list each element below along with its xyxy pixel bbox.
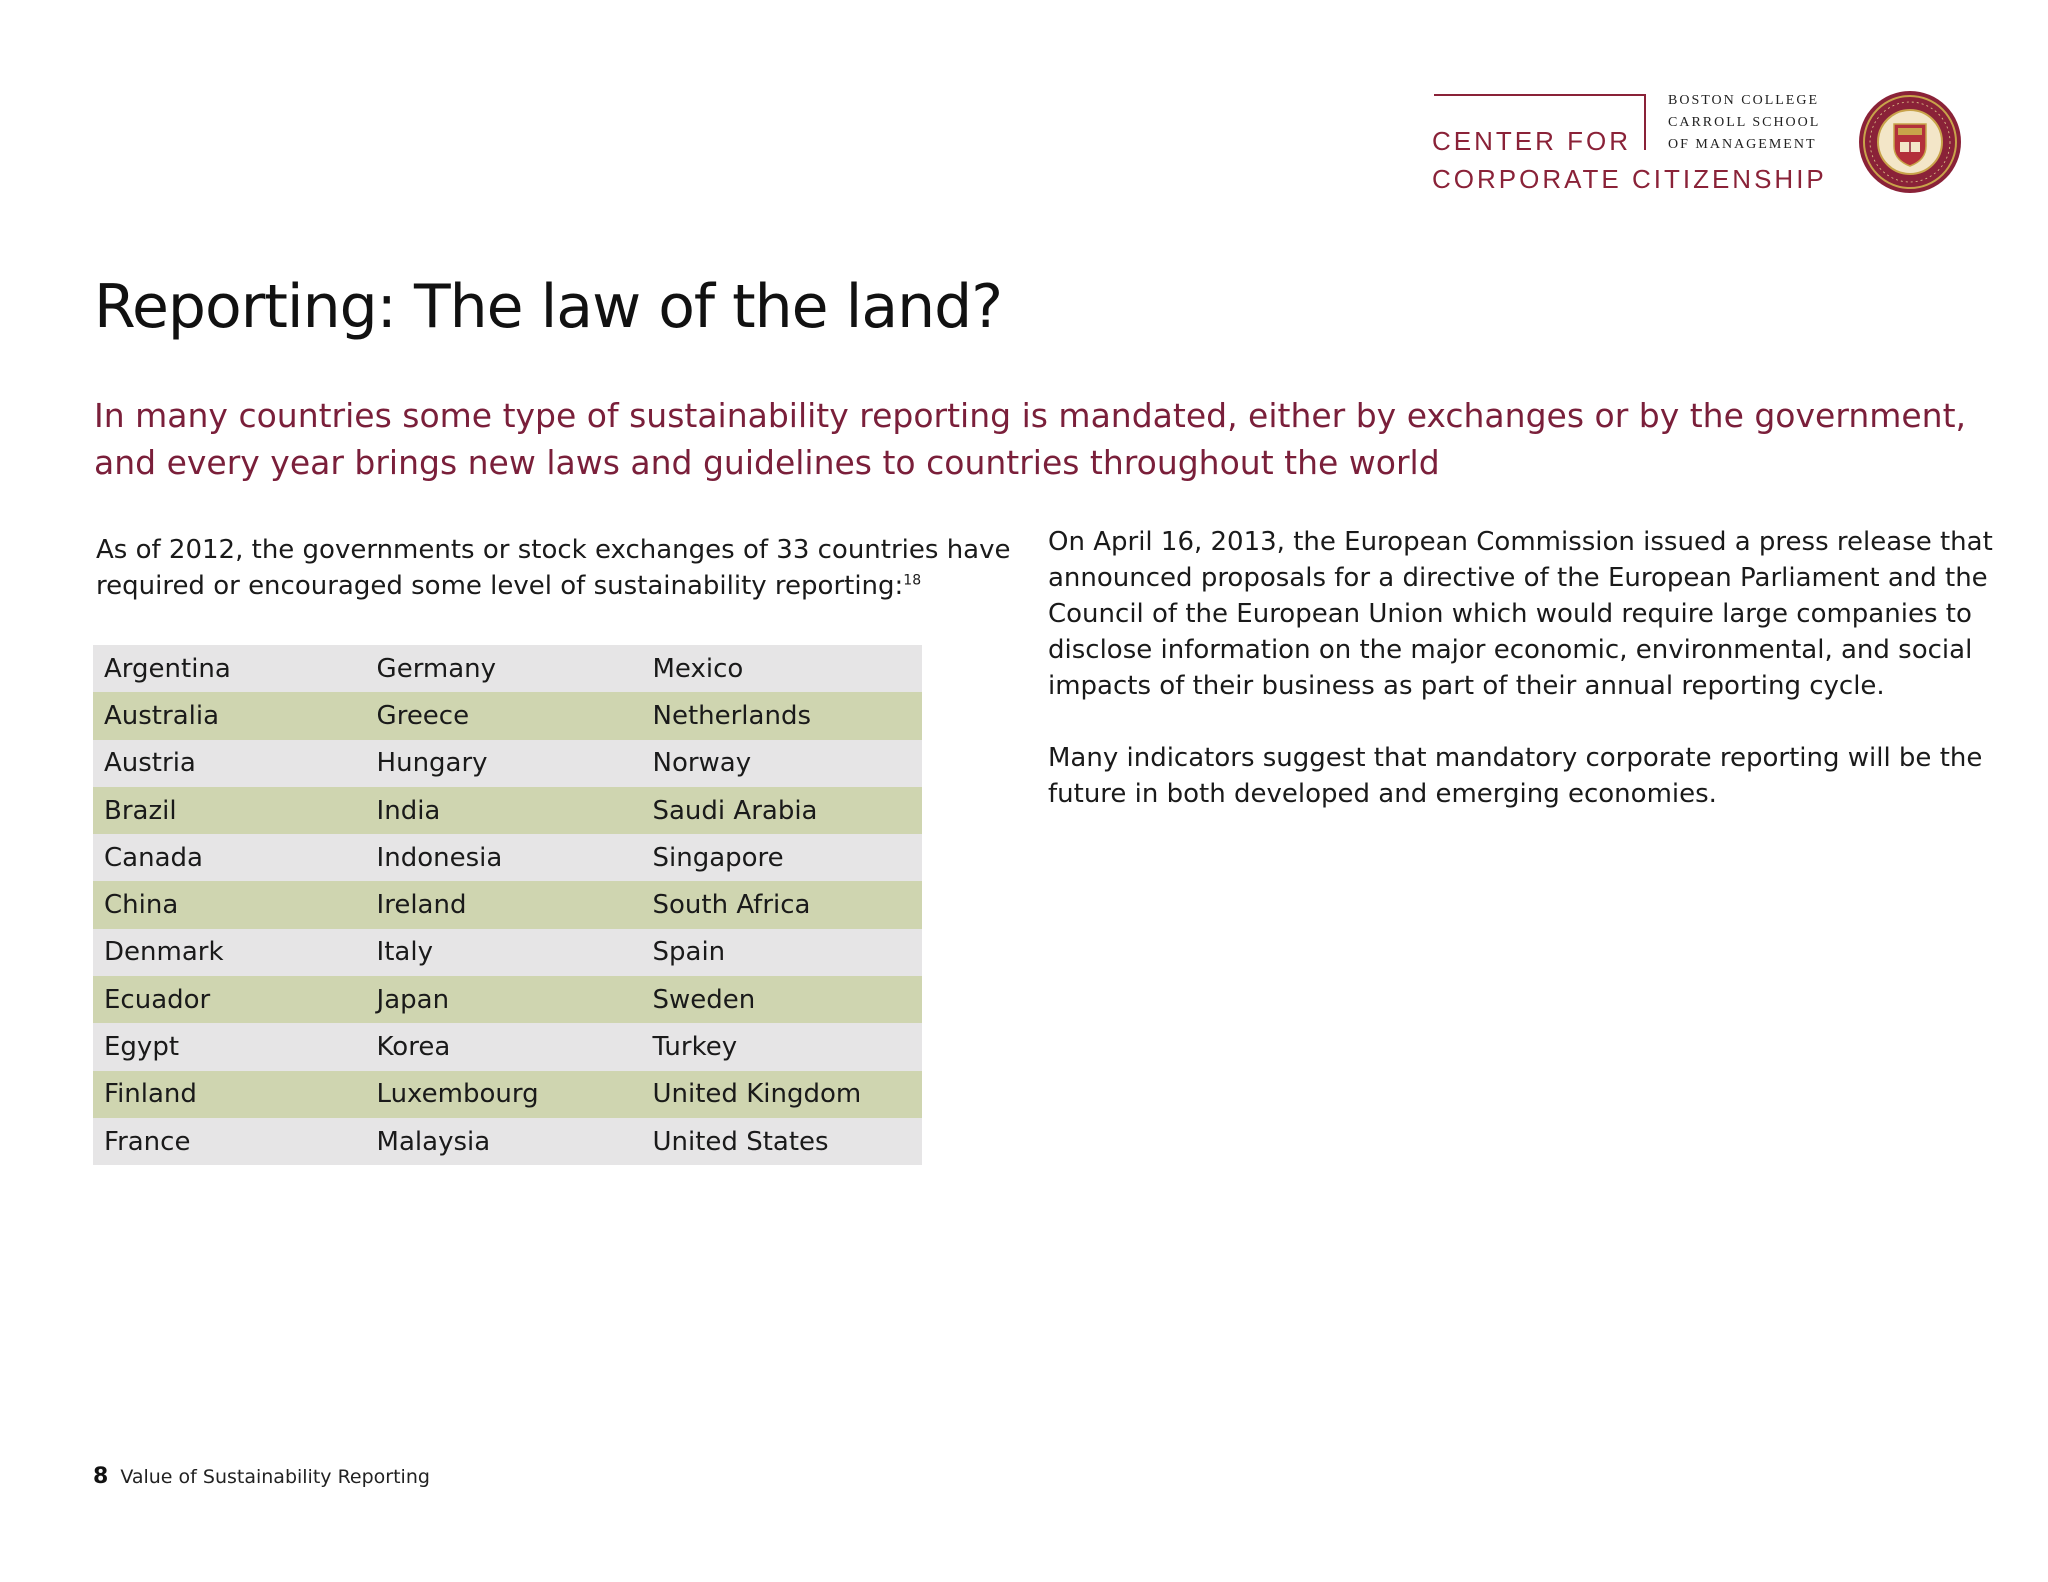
eu-directive-paragraph: [1048, 524, 1993, 704]
table-row: [93, 976, 922, 1023]
institution-line: OF MANAGEMENT: [1668, 137, 1817, 152]
country-cell: Netherlands: [652, 700, 811, 731]
intro-line: [96, 568, 956, 604]
country-cell: Argentina: [104, 653, 231, 684]
institution-line: BOSTON COLLEGE: [1668, 93, 1820, 108]
institution-name: [1668, 90, 1820, 156]
country-cell: Australia: [104, 700, 220, 731]
country-cell: Canada: [104, 842, 203, 873]
country-cell: Mexico: [652, 653, 744, 684]
intro-line: As of 2012, the governments or stock exchanges of 33 countries have: [96, 535, 1011, 565]
paragraph-line: Council of the European Union which would require large companies to: [1048, 599, 1972, 629]
country-cell: China: [104, 890, 179, 921]
page-footer: [93, 1464, 430, 1489]
subtitle-line: and every year brings new laws and guidelines to countries throughout the world: [94, 443, 1440, 482]
page-subtitle: [94, 392, 1967, 486]
table-row: [93, 834, 922, 881]
table-row: [93, 1071, 922, 1118]
paragraph-line: future in both developed and emerging economies.: [1048, 779, 1717, 809]
country-cell: Norway: [652, 748, 752, 779]
country-cell: France: [104, 1126, 191, 1157]
country-cell: Luxembourg: [376, 1079, 539, 1110]
table-row: [93, 787, 922, 834]
institution-line: CARROLL SCHOOL: [1668, 115, 1821, 130]
country-cell: Singapore: [652, 842, 784, 873]
paragraph-line: On April 16, 2013, the European Commission issued a press release that: [1048, 527, 1993, 557]
logo-divider: [1644, 94, 1646, 150]
intro-line-text: required or encouraged some level of sustainability reporting:: [96, 571, 904, 601]
country-cell: Denmark: [104, 937, 224, 968]
indicators-paragraph: [1048, 740, 1983, 812]
country-cell: Austria: [104, 748, 196, 779]
country-cell: Japan: [376, 984, 450, 1015]
logo-line-1: CENTER FOR: [1432, 126, 1631, 156]
country-cell: Italy: [376, 937, 433, 968]
country-cell: Brazil: [104, 795, 177, 826]
paragraph-line: disclose information on the major economic, environmental, and social: [1048, 635, 1973, 665]
logo-line-2: CORPORATE CITIZENSHIP: [1432, 164, 1827, 194]
paragraph-line: announced proposals for a directive of the European Parliament and the: [1048, 563, 1988, 593]
paragraph-line: Many indicators suggest that mandatory corporate reporting will be the: [1048, 743, 1983, 773]
page-number: 8: [93, 1464, 109, 1489]
page-title: Reporting: The law of the land?: [94, 272, 1003, 342]
country-cell: Spain: [652, 937, 726, 968]
country-cell: Saudi Arabia: [652, 795, 818, 826]
document-title: Value of Sustainability Reporting: [120, 1466, 430, 1488]
table-row: [93, 881, 922, 928]
country-cell: Ireland: [376, 890, 467, 921]
country-cell: South Africa: [652, 890, 811, 921]
table-row: [93, 1023, 922, 1070]
country-cell: United States: [652, 1126, 829, 1157]
country-cell: Sweden: [652, 984, 756, 1015]
country-cell: Hungary: [376, 748, 488, 779]
paragraph-line: impacts of their business as part of their annual reporting cycle.: [1048, 671, 1885, 701]
country-cell: Egypt: [104, 1032, 180, 1063]
country-cell: United Kingdom: [652, 1079, 862, 1110]
logo-rule: [1434, 94, 1644, 96]
table-row: [93, 740, 922, 787]
footnote-marker: 18: [903, 572, 922, 589]
country-cell: Malaysia: [376, 1126, 491, 1157]
country-cell: Korea: [376, 1032, 451, 1063]
subtitle-line: In many countries some type of sustainability reporting is mandated, either by exchanges or by the government,: [94, 396, 1967, 435]
table-row: [93, 929, 922, 976]
right-column: [1048, 524, 1993, 848]
country-cell: India: [376, 795, 441, 826]
table-row: [93, 692, 922, 739]
country-cell: Turkey: [652, 1032, 738, 1063]
country-cell: Greece: [376, 700, 470, 731]
country-cell: Germany: [376, 653, 497, 684]
boston-college-seal-icon: [1858, 90, 1962, 194]
country-cell: Finland: [104, 1079, 197, 1110]
table-row: [93, 1118, 922, 1165]
intro-text: [96, 532, 1011, 604]
table-row: [93, 645, 922, 692]
country-cell: Ecuador: [104, 984, 211, 1015]
country-cell: Indonesia: [376, 842, 503, 873]
country-table: [93, 645, 922, 1165]
